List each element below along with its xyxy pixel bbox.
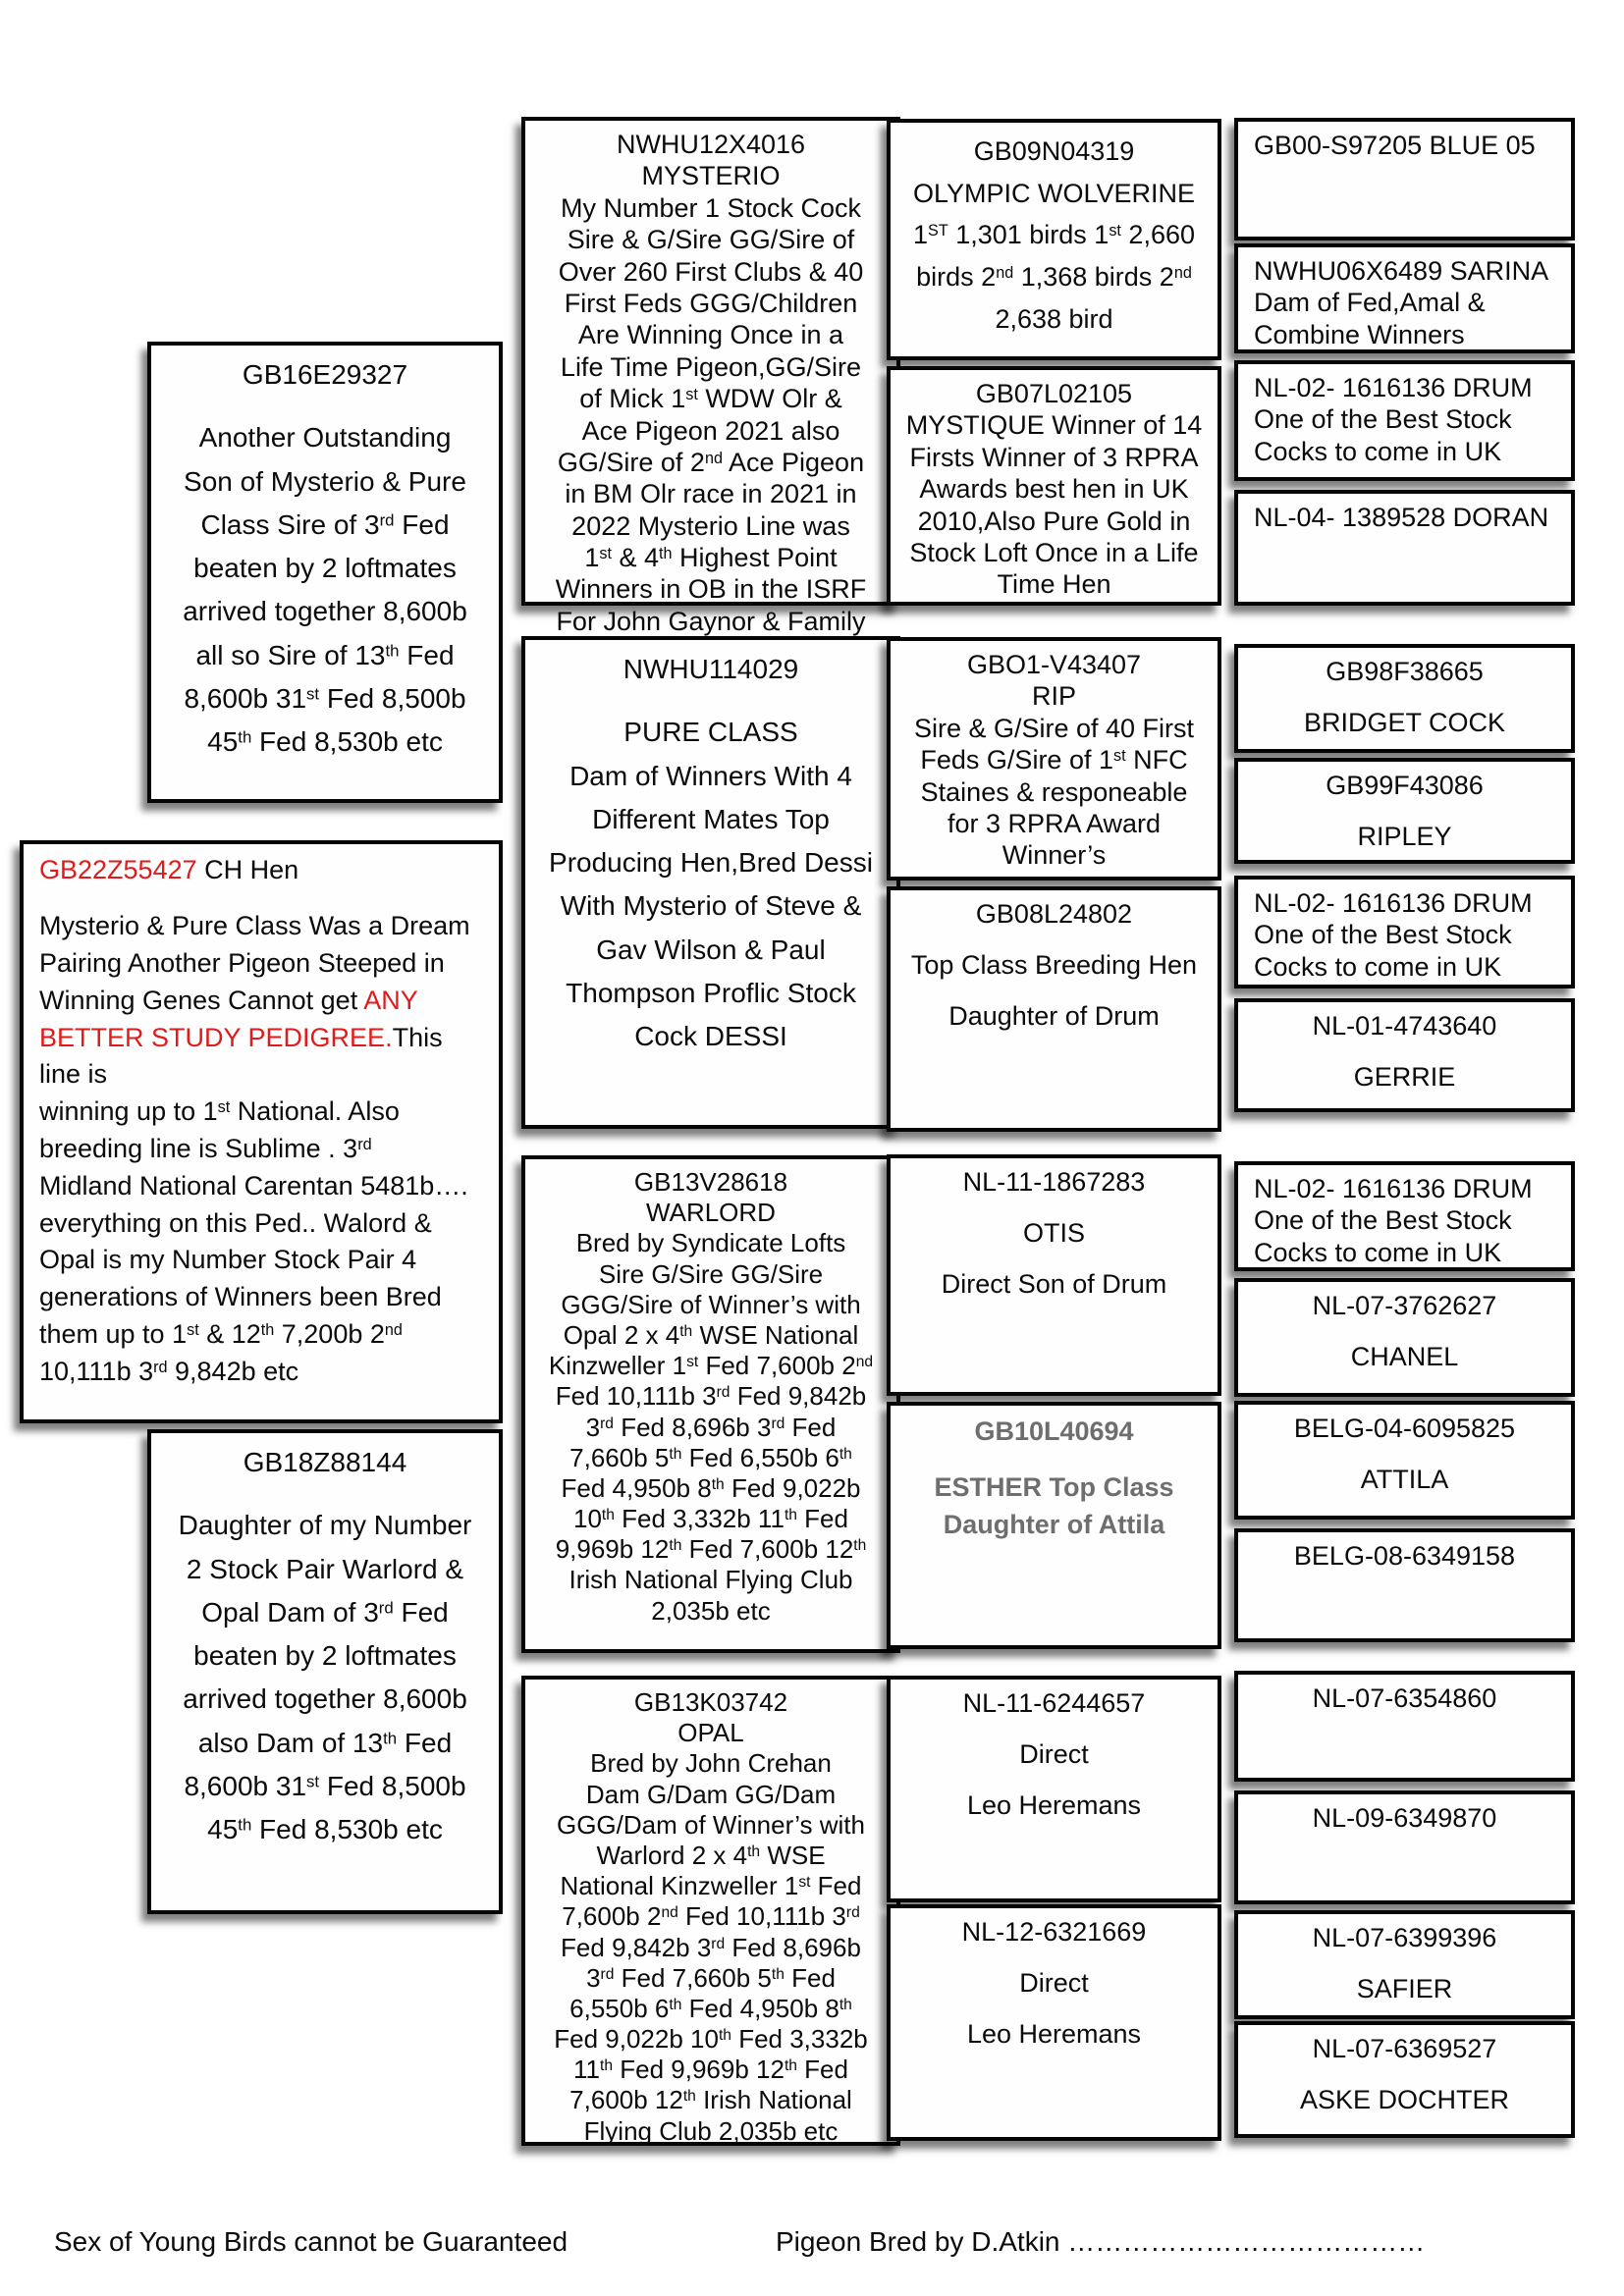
pedigree-box-nl-11-6244657: NL-11-6244657 Direct Leo Heremans bbox=[887, 1676, 1221, 1902]
pedigree-box-gb18z88144: GB18Z88144 Daughter of my Number 2 Stock Pair Warlord & Opal Dam of 3rd Fed beaten by 2 loftmates arrived together 8,600b also Dam of 13th Fed 8,600b 31st Fed 8,500b 45th Fed 8,530b etc bbox=[147, 1429, 503, 1914]
pedigree-box-belg-08-6349158: BELG-08-6349158 bbox=[1234, 1528, 1575, 1642]
pedigree-box-sarina: NWHU06X6489 SARINA Dam of Fed,Amal & Combine Winners bbox=[1234, 243, 1575, 353]
pedigree-box-gb16e29327: GB16E29327 Another Outstanding Son of Mysterio & Pure Class Sire of 3rd Fed beaten by 2 loftmates arrived together 8,600b all so Sire of 13th Fed 8,600b 31st Fed 8,500b 45th Fed 8,530b etc bbox=[147, 342, 503, 803]
pedigree-box-otis: NL-11-1867283 OTIS Direct Son of Drum bbox=[887, 1154, 1221, 1396]
pedigree-box-ripley: GB99F43086 RIPLEY bbox=[1234, 758, 1575, 864]
pedigree-box-drum-3: NL-02- 1616136 DRUM One of the Best Stock Cocks to come in UK bbox=[1234, 1161, 1575, 1271]
pedigree-box-gb22z55427-ch-hen: GB22Z55427 CH Hen Mysterio & Pure Class Was a Dream Pairing Another Pigeon Steeped in Winning Genes Cannot get ANY BETTER STUDY PEDIGREE.This line is winning up to 1st National. Also breeding line is Sublime . 3rd Midland National Carentan 5481b…. everything on this Ped.. Walord & Opal is my Number Stock Pair 4 generations of Winners been Bred them up to 1st & 12th 7,200b 2nd 10,111b 3rd 9,842b etc bbox=[20, 840, 503, 1423]
pedigree-box-nl-09-6349870: NL-09-6349870 bbox=[1234, 1790, 1575, 1904]
pedigree-box-esther: GB10L40694 ESTHER Top Class Daughter of Attila bbox=[887, 1402, 1221, 1649]
pedigree-box-attila: BELG-04-6095825 ATTILA bbox=[1234, 1401, 1575, 1520]
pedigree-box-rip: GBO1-V43407 RIP Sire & G/Sire of 40 First Feds G/Sire of 1st NFC Staines & responeable for 3 RPRA Award Winner’s bbox=[887, 637, 1221, 881]
pedigree-box-blue-05: GB00-S97205 BLUE 05 bbox=[1234, 118, 1575, 240]
pedigree-box-safier: NL-07-6399396 SAFIER bbox=[1234, 1910, 1575, 2019]
pedigree-box-mysterio: NWHU12X4016 MYSTERIO My Number 1 Stock Cock Sire & G/Sire GG/Sire of Over 260 First Clubs & 40 First Feds GGG/Children Are Winning Once in a Life Time Pigeon,GG/Sire of Mick 1st WDW Olr & Ace Pigeon 2021 also GG/Sire of 2nd Ace Pigeon in BM Olr race in 2021 in 2022 Mysterio Line was 1st & 4th Highest Point Winners in OB in the ISRF For John Gaynor & Family bbox=[521, 117, 900, 606]
pedigree-box-nl-12-6321669: NL-12-6321669 Direct Leo Heremans bbox=[887, 1904, 1221, 2141]
pedigree-box-bridget-cock: GB98F38665 BRIDGET COCK bbox=[1234, 644, 1575, 753]
pedigree-box-drum-1: NL-02- 1616136 DRUM One of the Best Stock Cocks to come in UK bbox=[1234, 360, 1575, 481]
pedigree-box-doran: NL-04- 1389528 DORAN bbox=[1234, 490, 1575, 606]
pedigree-box-chanel: NL-07-3762627 CHANEL bbox=[1234, 1278, 1575, 1397]
footer-note-bred-by: Pigeon Bred by D.Atkin ………………………………… bbox=[776, 2226, 1426, 2257]
pedigree-box-gerrie: NL-01-4743640 GERRIE bbox=[1234, 998, 1575, 1112]
pedigree-box-olympic-wolverine: GB09N04319 OLYMPIC WOLVERINE 1ST 1,301 birds 1st 2,660 birds 2nd 1,368 birds 2nd 2,638 bird bbox=[887, 119, 1221, 360]
pedigree-box-mystique: GB07L02105 MYSTIQUE Winner of 14 Firsts Winner of 3 RPRA Awards best hen in UK 2010,Also Pure Gold in Stock Loft Once in a Life Time Hen bbox=[887, 366, 1221, 606]
pedigree-box-opal: GB13K03742 OPAL Bred by John Crehan Dam G/Dam GG/Dam GGG/Dam of Winner’s with Warlord 2 x 4th WSE National Kinzweller 1st Fed 7,600b 2nd Fed 10,111b 3rd Fed 9,842b 3rd Fed 8,696b 3rd Fed 7,660b 5th Fed 6,550b 6th Fed 4,950b 8th Fed 9,022b 10th Fed 3,332b 11th Fed 9,969b 12th Fed 7,600b 12th Irish National Flying Club 2,035b etc bbox=[521, 1676, 900, 2146]
footer-note-sex-guarantee: Sex of Young Birds cannot be Guaranteed bbox=[54, 2226, 568, 2257]
pedigree-box-drum-2: NL-02- 1616136 DRUM One of the Best Stock Cocks to come in UK bbox=[1234, 876, 1575, 988]
pedigree-box-nl-07-6354860: NL-07-6354860 bbox=[1234, 1671, 1575, 1782]
pedigree-box-aske-dochter: NL-07-6369527 ASKE DOCHTER bbox=[1234, 2021, 1575, 2138]
pedigree-box-pure-class: NWHU114029 PURE CLASS Dam of Winners With 4 Different Mates Top Producing Hen,Bred Dessi With Mysterio of Steve & Gav Wilson & Paul Thompson Proflic Stock Cock DESSI bbox=[521, 636, 900, 1129]
pedigree-box-warlord: GB13V28618 WARLORD Bred by Syndicate Lofts Sire G/Sire GG/Sire GGG/Sire of Winner’s with Opal 2 x 4th WSE National Kinzweller 1st Fed 7,600b 2nd Fed 10,111b 3rd Fed 9,842b 3rd Fed 8,696b 3rd Fed 7,660b 5th Fed 6,550b 6th Fed 4,950b 8th Fed 9,022b 10th Fed 3,332b 11th Fed 9,969b 12th Fed 7,600b 12th Irish National Flying Club 2,035b etc bbox=[521, 1155, 900, 1653]
pedigree-box-gb08l24802: GB08L24802 Top Class Breeding Hen Daughter of Drum bbox=[887, 886, 1221, 1132]
